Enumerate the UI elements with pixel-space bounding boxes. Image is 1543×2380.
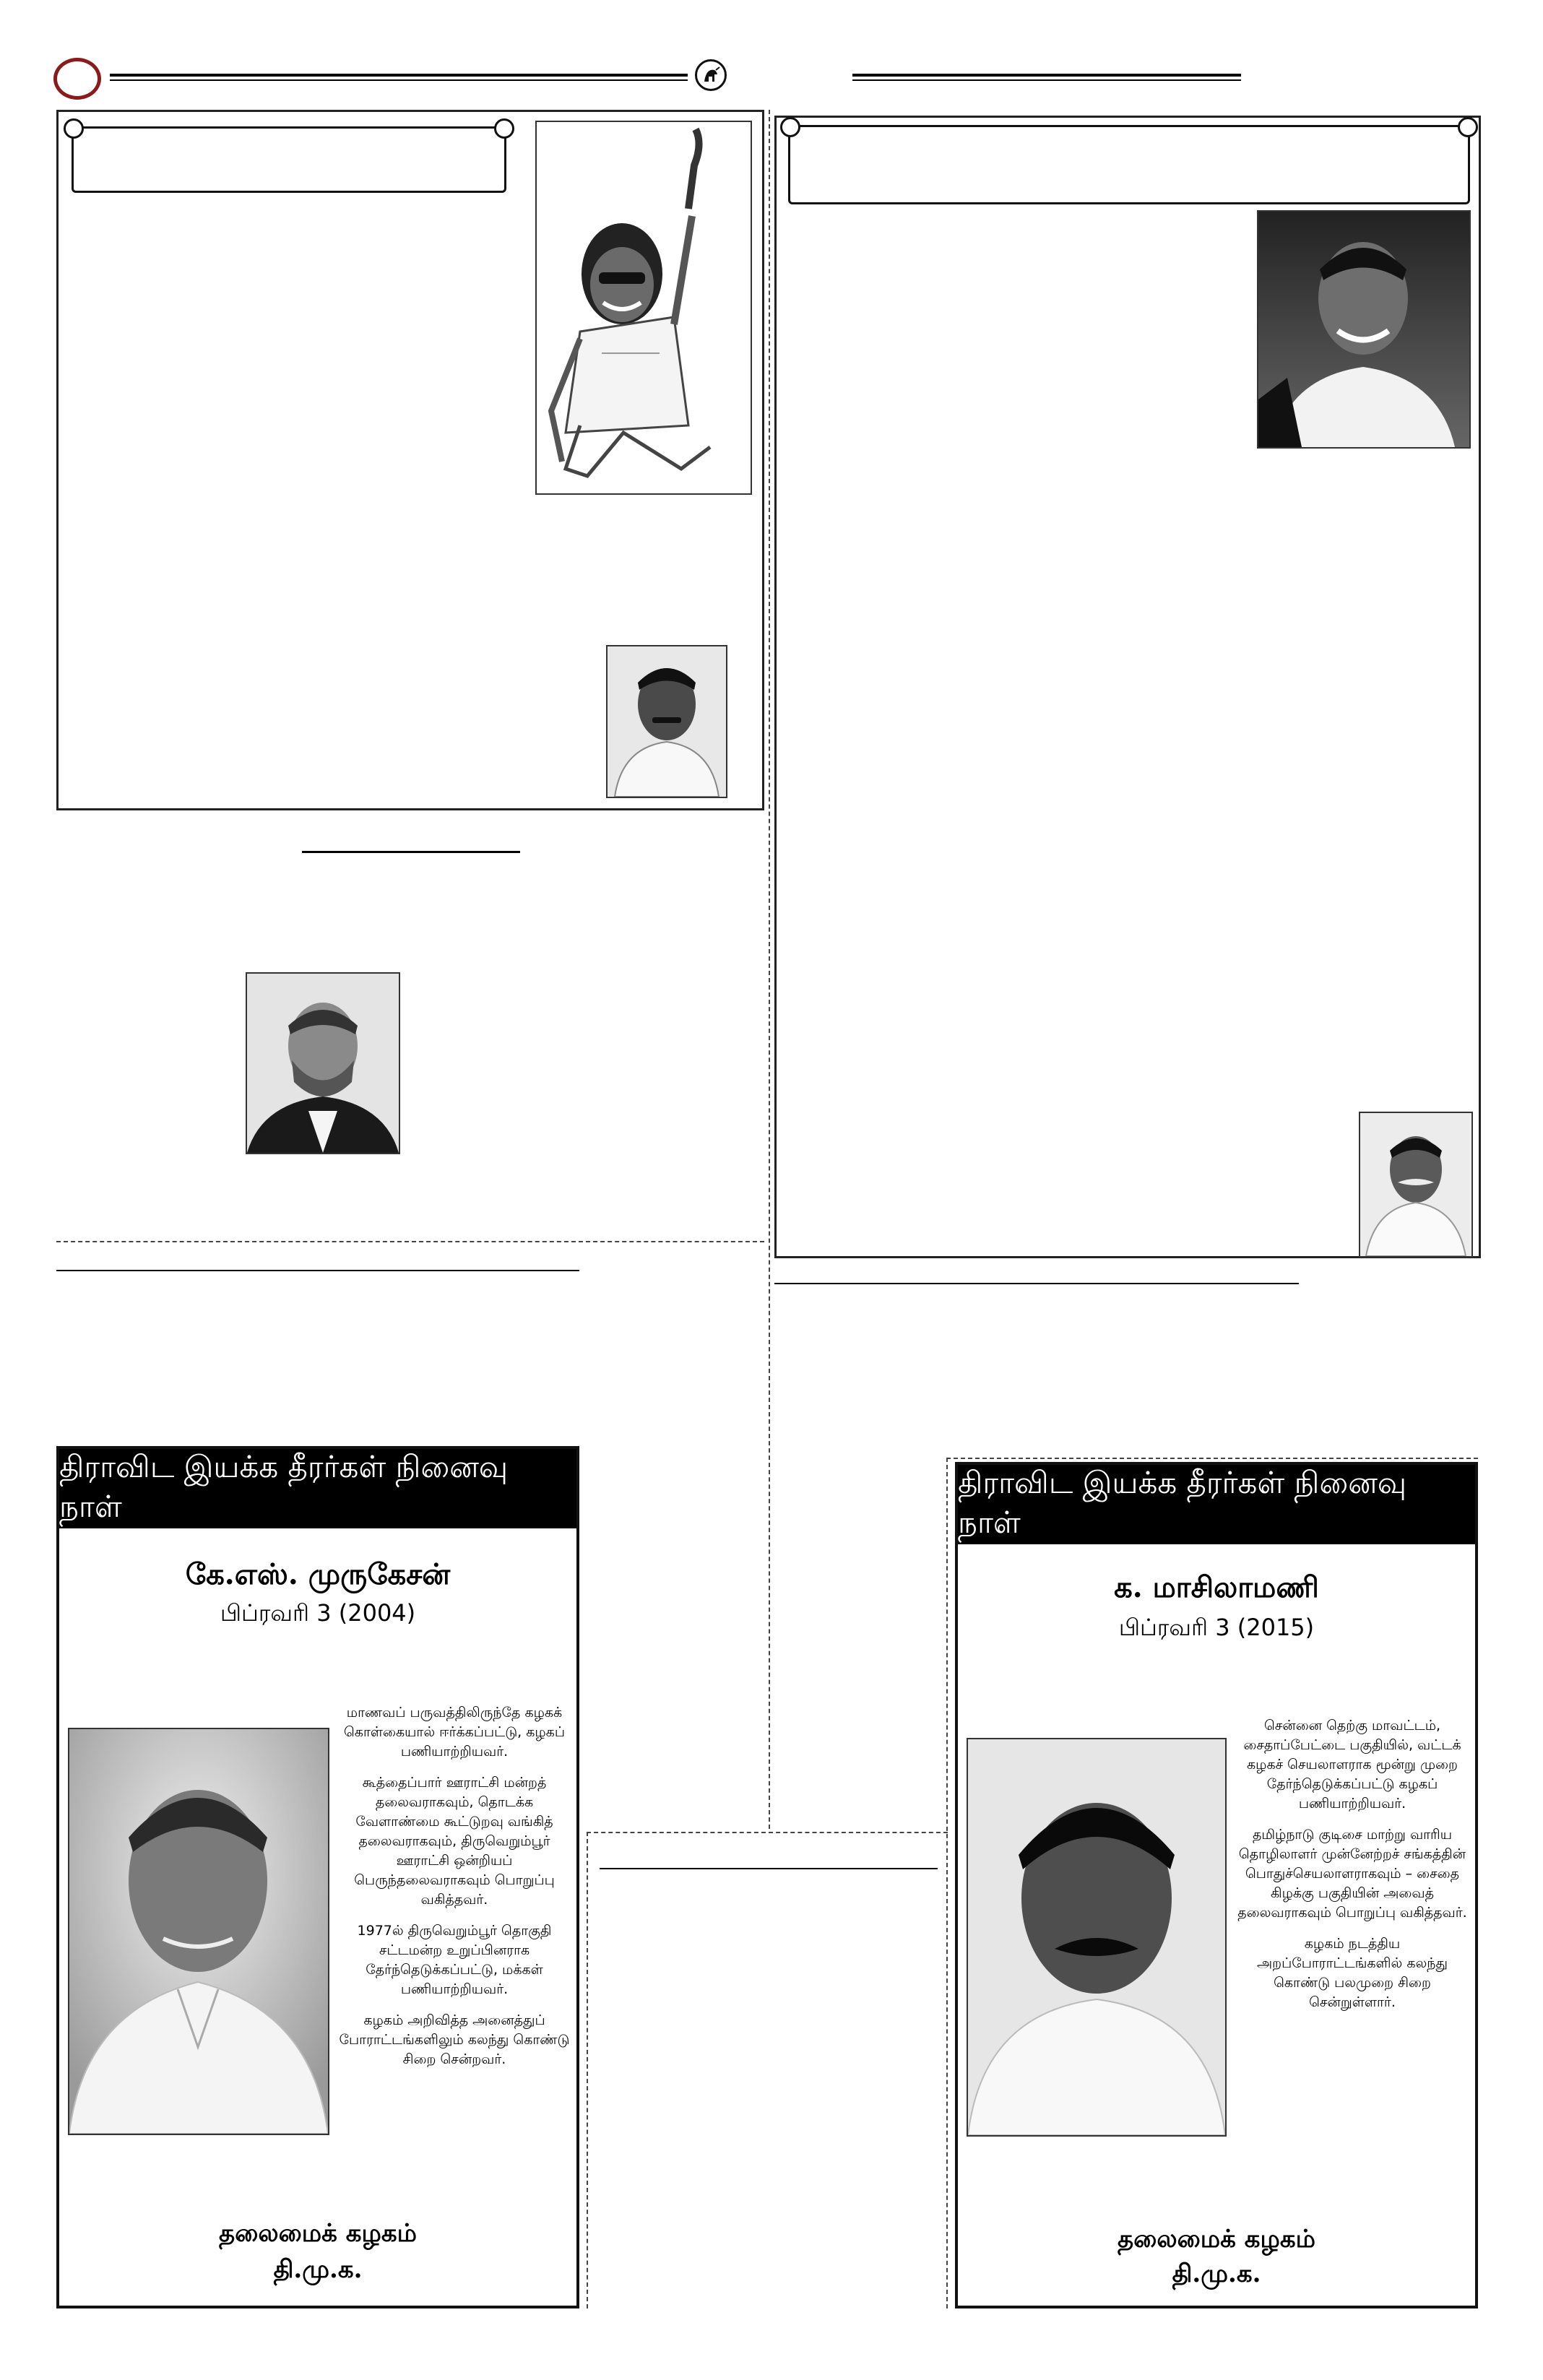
- bio-paragraph: மாணவப் பருவத்திலிருந்தே கழகக் கொள்கையால் ஈர்க்கப்பட்டு, கழகப் பணியாற்றியவர்.: [344, 1705, 565, 1760]
- memorial-ad-name: க. மாசிலாமணி: [1114, 1570, 1319, 1604]
- bio-paragraph: கூத்தைப்பார் ஊராட்சி மன்றத் தலைவராகவும், தொடக்க வேளாண்மை கூட்டுறவு வங்கித் தலைவராகவும், திருவெறும்பூர் ஊராட்சி ஒன்றியப் பெருந்தலைவராகவும் பொறுப்பு வகித்தவர்.: [354, 1775, 555, 1908]
- section-divider-dashed-left: [56, 1241, 764, 1242]
- bio-paragraph: சென்னை தெற்கு மாவட்டம், சைதாப்பேட்டை பகுதியில், வட்டக் கழகச் செயலாளராக மூன்று முறை தேர்ந்தெடுக்கப்பட்டு கழகப் பணியாற்றியவர்.: [1243, 1718, 1461, 1812]
- masthead-rule-right-thin: [852, 79, 1241, 81]
- center-box-dashed-left: [587, 1832, 588, 2308]
- bio-paragraph: கழகம் நடத்திய அறப்போராட்டங்களில் கலந்து கொண்டு பலமுறை சிறை சென்றுள்ளார்.: [1257, 1936, 1448, 2010]
- right-feature-box: [774, 116, 1481, 1258]
- right-ad-dashed-top: [946, 1458, 1478, 1459]
- memorial-ad-heading: திராவிட இயக்க தீரர்கள் நினைவு நாள்: [958, 1465, 1475, 1544]
- portrait-photo-small: [606, 645, 727, 798]
- page-number-circle: [53, 58, 101, 100]
- memorial-ad-bio-left: [338, 1703, 571, 2081]
- center-box-rule: [600, 1868, 938, 1869]
- right-ad-dashed-edge: [946, 1458, 948, 2308]
- bio-paragraph: கழகம் அறிவித்த அனைத்துப் போராட்டங்களிலும் கலந்து கொண்டு சிறை சென்றவர்.: [339, 2012, 570, 2067]
- memorial-ad-right: [955, 1462, 1478, 2308]
- memorial-ad-date: பிப்ரவரி 3 (2015): [1118, 1614, 1315, 1641]
- memorial-ad-footer-line1: தலைமைக் கழகம்: [1118, 2225, 1315, 2254]
- memorial-portrait-right: [967, 1738, 1227, 2137]
- masthead-rule: [110, 74, 688, 77]
- section-rule-short: [302, 851, 520, 853]
- memorial-ad-footer-line2: தி.மு.க.: [1172, 2259, 1261, 2288]
- left-feature-box: [56, 110, 764, 810]
- section-rule-left: [56, 1270, 579, 1271]
- memorial-ad-left: [56, 1446, 579, 2308]
- memorial-ad-heading: திராவிட இயக்க தீரர்கள் நினைவு நாள்: [59, 1449, 576, 1528]
- portrait-photo-mustache: [1359, 1112, 1473, 1258]
- left-feature-title-frame: [72, 126, 506, 193]
- memorial-ad-name: கே.எஸ். முருகேசன்: [185, 1557, 451, 1591]
- masthead-rule-right: [852, 74, 1241, 77]
- bio-paragraph: 1977ல் திருவெறும்பூர் தொகுதி சட்டமன்ற உறுப்பினராக தேர்ந்தெடுக்கப்பட்டு, மக்கள் பணியாற்றியவர்.: [357, 1923, 552, 1997]
- portrait-photo-beard: [246, 972, 400, 1154]
- portrait-photo-large: [1257, 210, 1471, 449]
- masthead-rule-thin: [110, 79, 688, 81]
- memorial-portrait-left: [68, 1728, 329, 2135]
- section-divider-dashed-center: [587, 1832, 948, 1833]
- cartoon-image: [535, 121, 752, 495]
- bio-paragraph: தமிழ்நாடு குடிசை மாற்று வாரிய தொழிலாளர் முன்னேற்றச் சங்கத்தின் பொதுச்செயலாளராகவும் – சைதை கிழக்கு பகுதியின் அவைத் தலைவராகவும் பொறுப்பு வகித்தவர்.: [1237, 1827, 1467, 1921]
- memorial-ad-date: பிப்ரவரி 3 (2004): [220, 1599, 416, 1627]
- memorial-ad-footer-line2: தி.மு.க.: [273, 2255, 363, 2284]
- memorial-ad-footer-line1: தலைமைக் கழகம்: [219, 2219, 417, 2248]
- party-logo-icon: [695, 59, 727, 91]
- column-divider-dashed: [769, 110, 770, 1829]
- section-rule-right: [774, 1283, 1299, 1284]
- memorial-ad-bio-right: [1235, 1716, 1469, 2024]
- right-feature-title-frame: [788, 125, 1470, 204]
